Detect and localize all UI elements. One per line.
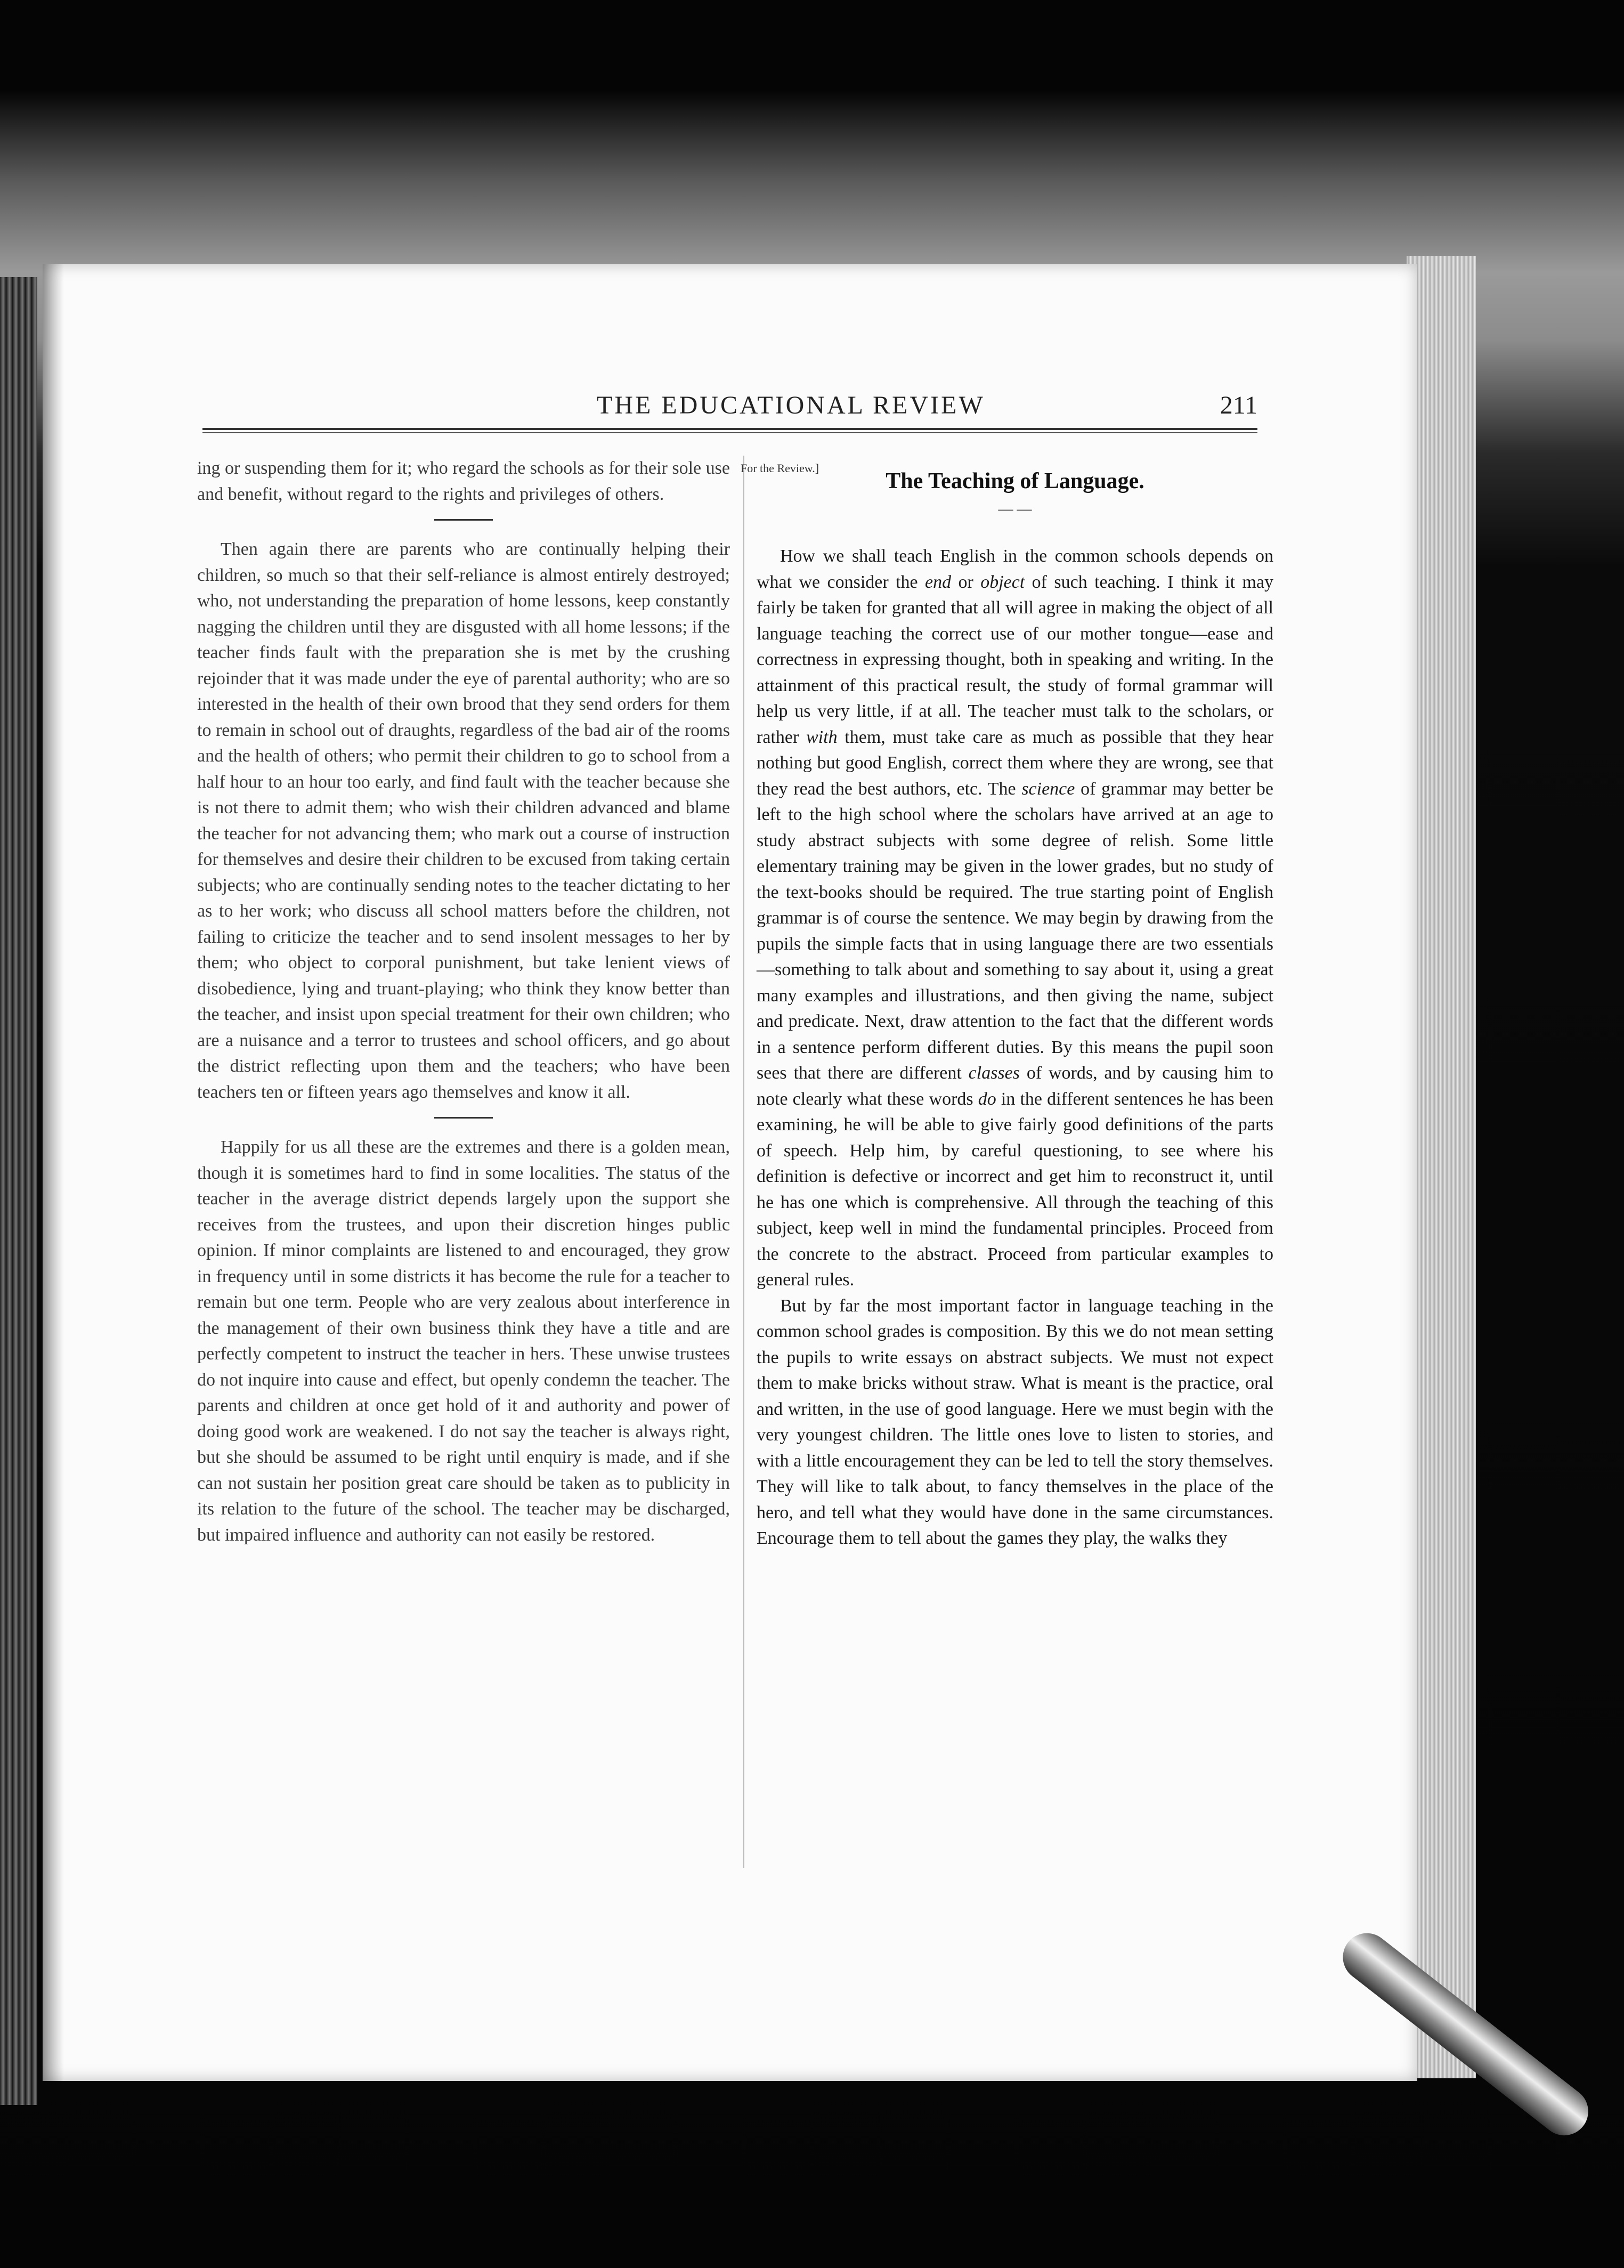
header-rule (202, 428, 1257, 433)
paragraph: Then again there are parents who are continually helping their children, so much so that their self-reliance is almost entirely destroyed; who, not understanding the preparation of home lessons, keep constantly nagging the children until they are disgusted with all home lessons; if the teacher finds fault with the preparation she is met by the crushing rejoinder that it was made under the eye of parental authority; who are so interested in the health of their own brood that they send orders for them to remain in school out of draughts, regardless of the bad air of the rooms and the health of others; who permit their children to go to school from a half hour to an hour too early, and find fault with the teacher because she is not there to admit them; who wish their children advanced and blame the teacher for not advancing them; who mark out a course of instruction for themselves and desire their children to be excused from taking certain subjects; who are continually sending notes to the teacher dictating to her as to her work; who discuss all school matters before the children, not failing to criticize the teacher and to send insolent messages to her by them; who object to corporal punishment, but take lenient views of disobedience, lying and truant-playing; who think they know better than the teacher, and insist upon special treatment for their own children; who are a nuisance and a terror to trustees and school officers, and go about the district reflecting upon them and the teachers; who have been teachers ten or fifteen years ago themselves and know it all. (197, 539, 730, 1102)
page-number: 211 (1220, 391, 1257, 419)
paragraph: But by far the most important factor in language teaching in the common school grades is composition. By this we do not mean setting the pupils to write essays on abstract subjects. We must not expect them to make bricks without straw. What is meant is the practice, oral and written, in the use of good language. Here we must begin with the very youngest children. The little ones love to listen to stories, and with a little encouragement they can be led to tell the story themselves. They will like to talk about, to fancy themselves in the place of the hero, and tell what they would have done in the same circumstances. Encourage them to tell about the games they play, the walks they (757, 1295, 1273, 1548)
paragraph: Happily for us all these are the extremes and there is a golden mean, though it is sometimes hard to find in some localities. The status of the teacher in the average district depends largely upon the support she receives from the trustees, and upon their discretion hinges public opinion. If minor complaints are listened to and encouraged, they grow in frequency until in some districts it has become the rule for a teacher to remain but one term. People who are very zealous about interference in the management of their own business think they have a title and are perfectly competent to instruct the teacher in hers. These unwise trustees do not inquire into cause and effect, but openly condemn the teacher. The parents and children at once get hold of it and authority and power of doing good work are weakened. I do not say the teacher is always right, but she should be assumed to be right until enquiry is made, and if she can not sustain her position great care should be taken as to publicity in its relation to the future of the school. The teacher may be discharged, but impaired influence and authority can not easily be restored. (197, 1137, 730, 1545)
right-column (730, 456, 1273, 1552)
article-title: The Teaching of Language. (886, 469, 1144, 493)
book-page (43, 264, 1417, 2081)
left-column (197, 456, 730, 1548)
paragraph: ing or suspending them for it; who regard the schools as for their sole use and benefit, without regard to the rights and privileges of others. (197, 458, 730, 504)
section-separator (434, 1117, 493, 1119)
paragraph: How we shall teach English in the common schools depends on what we consider the end or object of such teaching. I think it may fairly be taken for granted that all will agree in making the object of all language teaching the correct use of our mother tongue—ease and correctness in expressing thought, both in speaking and writing. In the attainment of this practical result, the study of formal grammar will help us very little, if at all. The teacher must talk to the scholars, or rather with them, must take care as much as possible that they hear nothing but good English, correct them where they are wrong, see that they read the best authors, etc. The science of grammar may better be left to the high school where the scholars have arrived at an age to study abstract subjects with some degree of relish. Some little elementary training may be given in the lower grades, but no study of the text-books should be required. The true starting point of English grammar is of course the sentence. We may begin by drawing from the pupils the simple facts that in using language there are two essentials—something to talk about and something to say about it, using a great many examples and illustrations, and then giving the name, subject and predicate. Next, draw attention to the fact that the different words in a sentence perform different duties. By this means the pupil soon sees that there are different classes of words, and by causing him to note clearly what these words do in the different sentences he has been examining, he will be able to give fairly good definitions of the parts of speech. Help him, by careful questioning, to see where his definition is defective or incorrect and get him to reconstruct it, until he has one which is comprehensive. All through the teaching of this subject, keep well in mind the fundamental principles. Proceed from the concrete to the abstract. Proceed from particular examples to general rules. (757, 546, 1273, 1290)
running-head (202, 391, 1257, 439)
title-dash: — — (998, 500, 1032, 517)
source-note: For the Review.] (741, 461, 819, 475)
journal-title: THE EDUCATIONAL REVIEW (597, 391, 985, 419)
book-binding (0, 277, 37, 2105)
gutter-shadow (43, 264, 64, 2081)
section-separator (434, 519, 493, 521)
